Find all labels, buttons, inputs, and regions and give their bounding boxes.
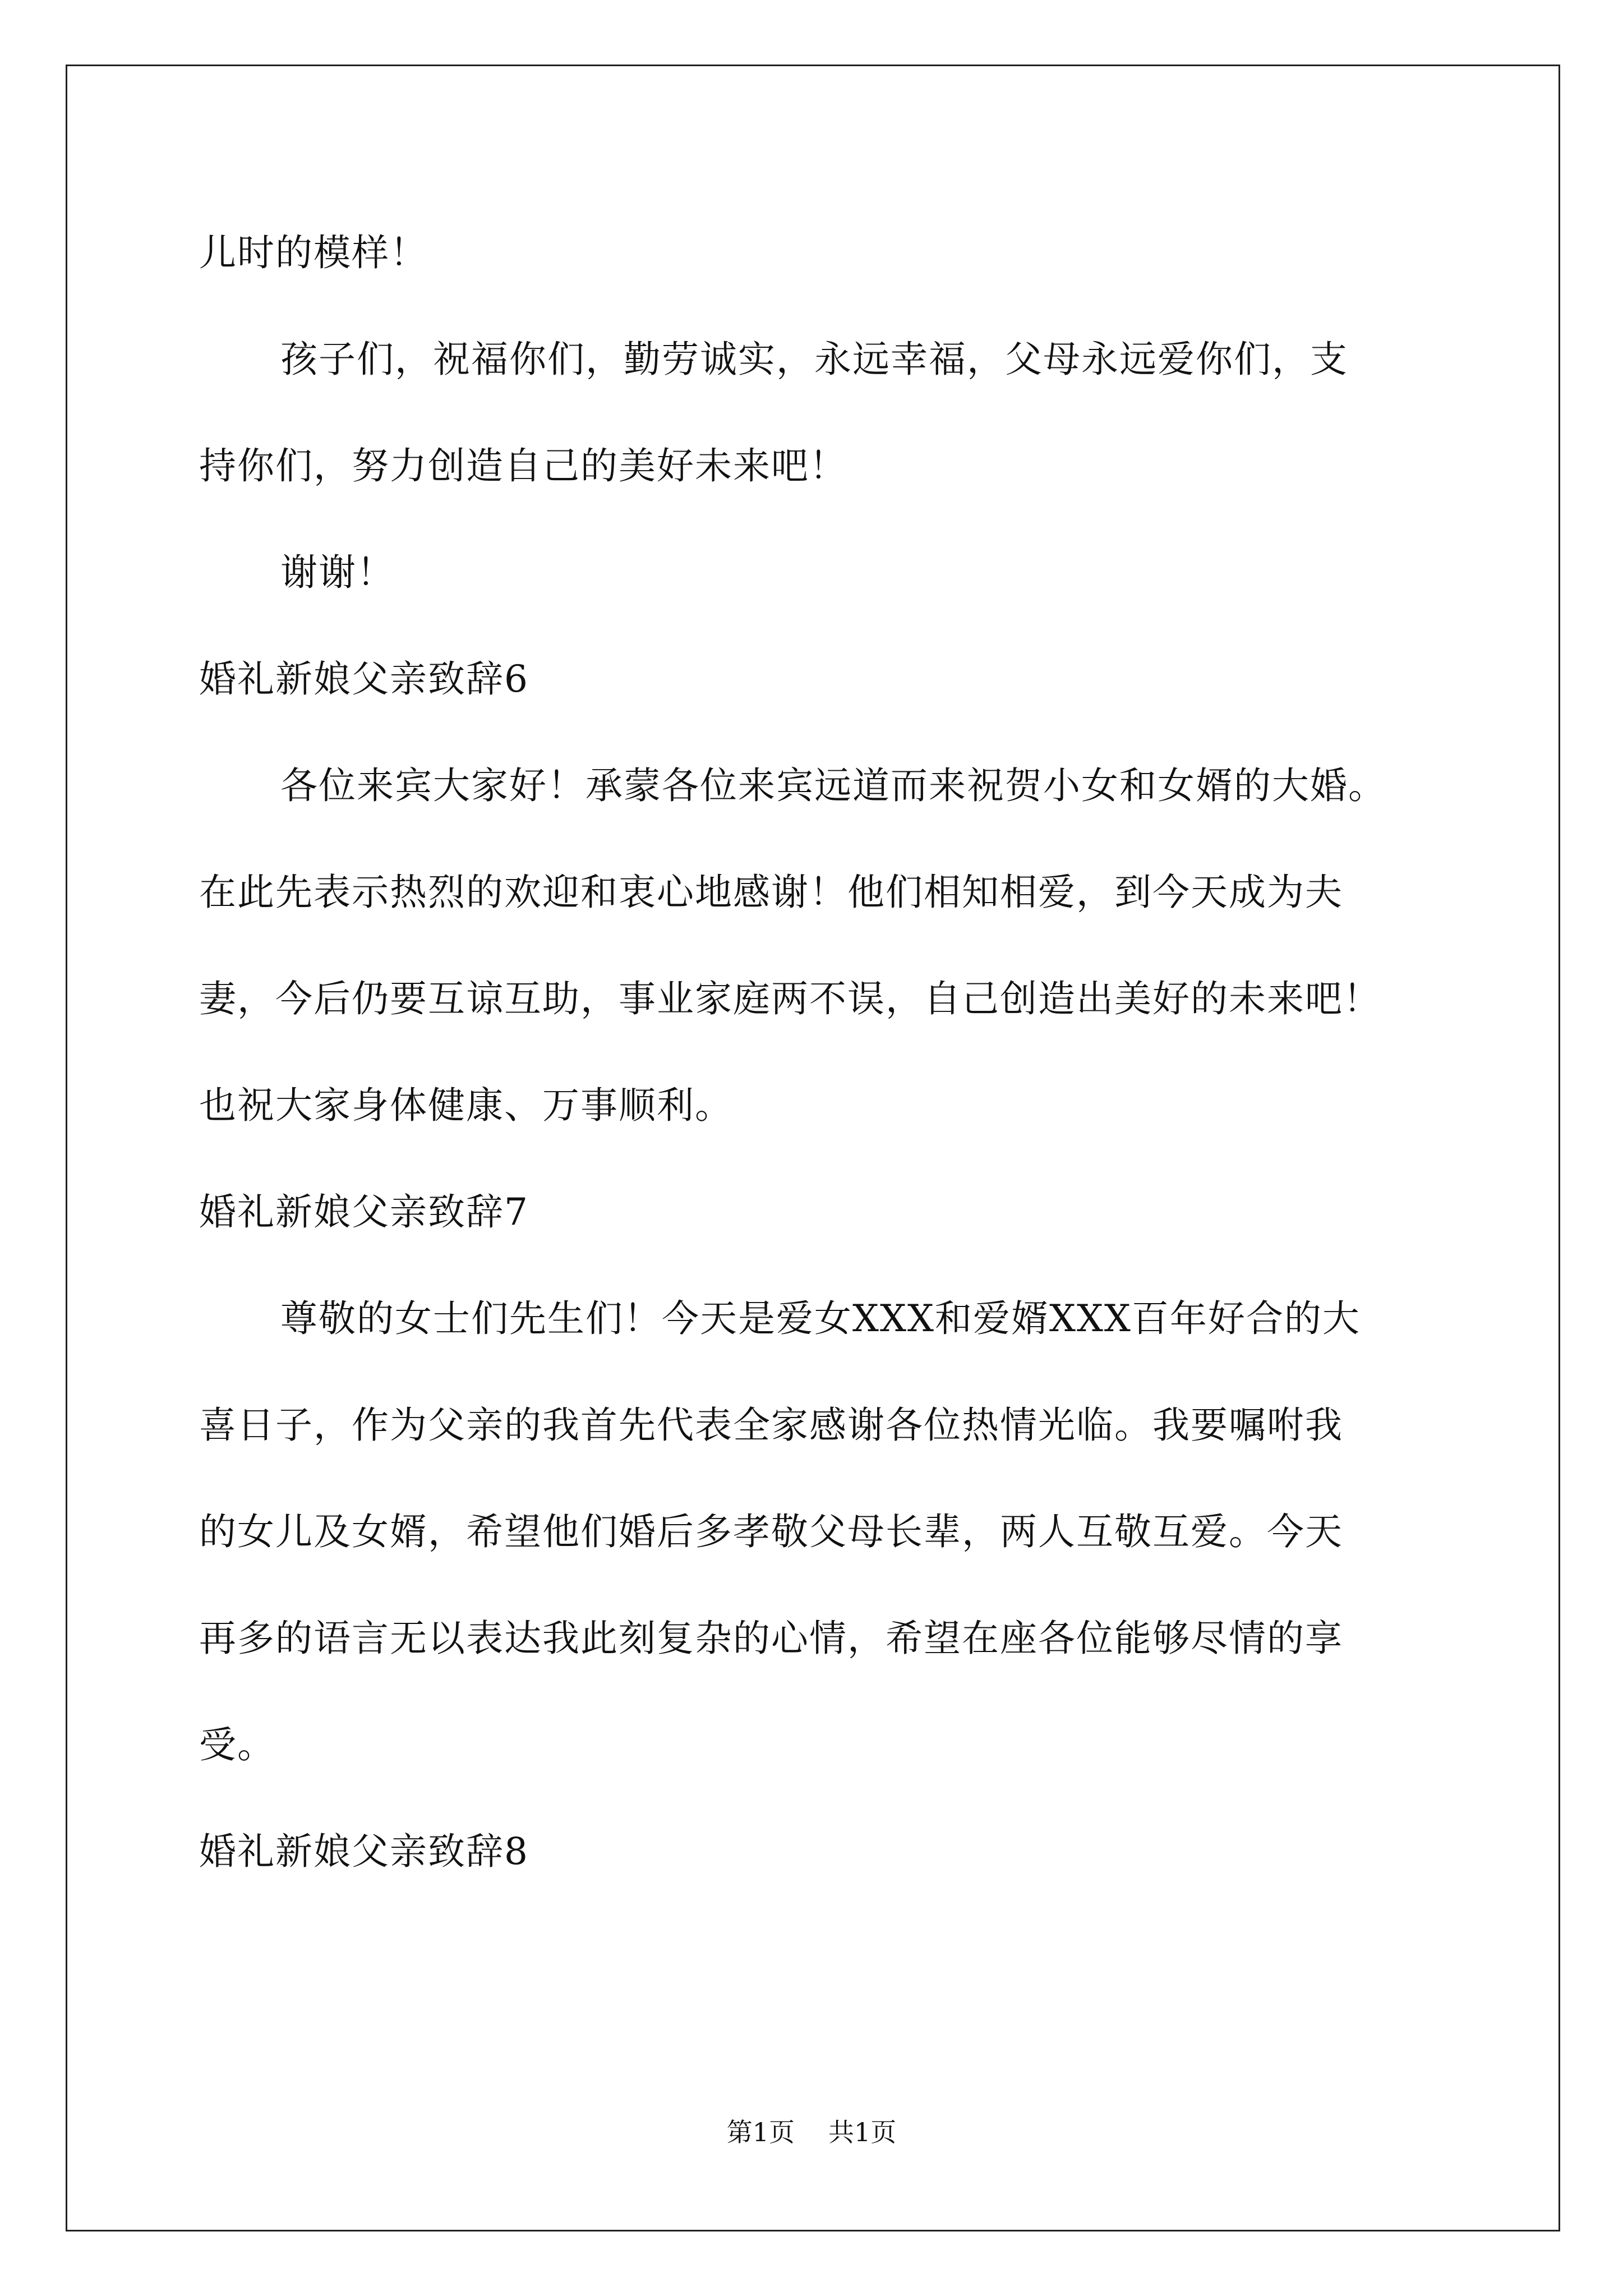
body-text-line: 受。 bbox=[199, 1723, 275, 1766]
section-heading: 婚礼新娘父亲致辞7 bbox=[199, 1190, 529, 1234]
page-footer bbox=[0, 2119, 1623, 2145]
page-border bbox=[66, 65, 1560, 2231]
body-text-line: 的女儿及女婿，希望他们婚后多孝敬父母长辈，两人互敬互爱。今天 bbox=[199, 1510, 1343, 1553]
section-heading: 婚礼新娘父亲致辞8 bbox=[199, 1830, 529, 1873]
section-heading: 婚礼新娘父亲致辞6 bbox=[199, 657, 529, 701]
body-text-line: 在此先表示热烈的欢迎和衷心地感谢！他们相知相爱，到今天成为夫 bbox=[199, 871, 1343, 914]
body-text-line: 儿时的模样！ bbox=[199, 231, 428, 274]
paragraph-start-line: 各位来宾大家好！承蒙各位来宾远道而来祝贺小女和女婿的大婚。 bbox=[280, 764, 1386, 807]
body-text-line: 持你们，努力创造自己的美好未来吧！ bbox=[199, 444, 847, 487]
page-number: 第1页 bbox=[726, 2117, 795, 2147]
body-text-line: 喜日子，作为父亲的我首先代表全家感谢各位热情光临。我要嘱咐我 bbox=[199, 1404, 1343, 1447]
paragraph-start-line: 孩子们，祝福你们，勤劳诚实，永远幸福，父母永远爱你们，支 bbox=[280, 338, 1348, 381]
body-text-line: 妻，今后仍要互谅互助，事业家庭两不误，自己创造出美好的未来吧！ bbox=[199, 977, 1381, 1020]
paragraph-start-line: 尊敬的女士们先生们！今天是爱女XXX和爱婿XXX百年好合的大 bbox=[280, 1297, 1361, 1340]
body-text-line: 再多的语言无以表达我此刻复杂的心情，希望在座各位能够尽情的享 bbox=[199, 1617, 1343, 1660]
body-text-line: 也祝大家身体健康、万事顺利。 bbox=[199, 1084, 733, 1127]
paragraph-start-line: 谢谢！ bbox=[280, 551, 395, 594]
page-total: 共1页 bbox=[828, 2117, 897, 2147]
